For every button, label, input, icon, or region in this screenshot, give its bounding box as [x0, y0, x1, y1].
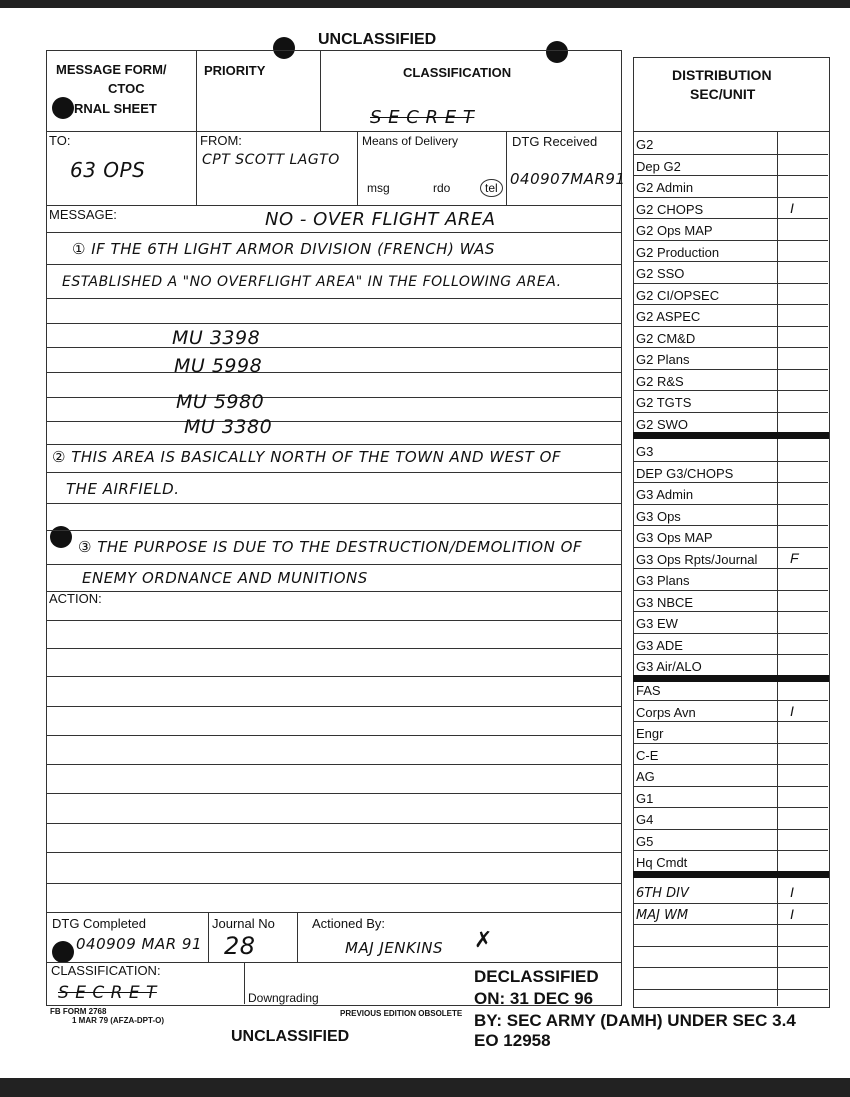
to-value: 63 OPS [70, 158, 146, 182]
distribution-row [633, 133, 828, 155]
distribution-row [633, 722, 828, 744]
distribution-label: AG [636, 769, 655, 784]
distribution-label: G3 Plans [636, 573, 690, 588]
message-line: ESTABLISHED A "NO OVERFLIGHT AREA" IN THE FOLLOWING AREA. [62, 274, 562, 290]
distribution-label: G2 Ops MAP [636, 223, 713, 238]
message-line: MU 3398 [172, 327, 261, 349]
distribution-label: G2 CI/OPSEC [636, 287, 720, 303]
form-title-1: MESSAGE FORM/ [56, 62, 167, 77]
distribution-row [633, 391, 828, 413]
declassified-stamp-4: EO 12958 [474, 1031, 551, 1050]
distribution-row [633, 830, 828, 852]
unclassified-bottom: UNCLASSIFIED [231, 1028, 350, 1045]
distribution-label: G2 Production [636, 244, 720, 260]
dtg-received-label: DTG Received [512, 134, 598, 149]
distribution-label: C-E [636, 747, 659, 763]
message-line: MU 5980 [176, 391, 265, 413]
distribution-label: Corps Avn [636, 704, 696, 720]
distribution-row [633, 155, 828, 177]
distribution-label: G3 Ops [636, 508, 681, 524]
means-tel: tel [480, 179, 503, 197]
distribution-row [633, 925, 828, 947]
footer-form-date: 1 MAR 79 (AFZA-DPT-O) [72, 1016, 164, 1025]
distribution-row [633, 569, 828, 591]
distribution-label: G3 Air/ALO [636, 659, 702, 674]
distribution-label: G2 CM&D [636, 330, 696, 346]
dtg-received-value: 040907MAR91 [510, 170, 626, 188]
footer-previous-edition: PREVIOUS EDITION OBSOLETE [340, 1009, 463, 1018]
form-title-3: RNAL SHEET [74, 101, 157, 116]
distribution-label: G3 Admin [636, 487, 694, 502]
distribution-row [633, 176, 828, 198]
distribution-separator [633, 871, 829, 878]
bottom-scan-edge [0, 1078, 850, 1097]
distribution-label: G2 CHOPS [636, 201, 704, 217]
footer-form-number: FB FORM 2768 [50, 1007, 107, 1016]
distribution-label: DEP G3/CHOPS [636, 465, 734, 481]
to-label: TO: [49, 133, 71, 148]
distribution-label: Dep G2 [636, 158, 681, 174]
distribution-row [633, 262, 828, 284]
message-line: ENEMY ORDNANCE AND MUNITIONS [82, 569, 368, 587]
journal-value: 28 [224, 932, 256, 960]
actioned-value: MAJ JENKINS [345, 939, 444, 957]
distribution-label: MAJ WM [636, 907, 689, 923]
classification-bottom-value: S E C R E T [58, 983, 157, 1003]
distribution-row [633, 851, 828, 873]
distribution-row [633, 787, 828, 809]
distribution-mark: I [790, 702, 794, 719]
dtg-completed-label: DTG Completed [52, 916, 146, 931]
distribution-row [633, 327, 828, 349]
message-label: MESSAGE: [49, 207, 117, 222]
distribution-row [633, 701, 828, 723]
means-label: Means of Delivery [362, 134, 459, 148]
distribution-row [633, 370, 828, 392]
distribution-row [633, 198, 828, 220]
distribution-row [633, 968, 828, 990]
distribution-row [633, 679, 828, 701]
classification-label: CLASSIFICATION [403, 65, 512, 80]
message-line: THE AIRFIELD. [66, 480, 180, 498]
distribution-row [633, 655, 828, 677]
distribution-label: G2 ASPEC [636, 309, 701, 324]
distribution-label: G1 [636, 790, 654, 806]
journal-label: Journal No [212, 916, 275, 931]
message-line: ③ THE PURPOSE IS DUE TO THE DESTRUCTION/DEMOLITION OF [78, 538, 583, 556]
declassified-stamp-1: DECLASSIFIED [474, 967, 599, 986]
message-line: MU 5998 [174, 355, 263, 377]
distribution-row [633, 483, 828, 505]
means-rdo: rdo [433, 181, 451, 195]
distribution-label: G3 Ops Rpts/Journal [636, 551, 758, 567]
distribution-row [633, 904, 828, 926]
classification-bottom-label: CLASSIFICATION: [51, 963, 161, 978]
declassified-stamp-2: ON: 31 DEC 96 [474, 989, 594, 1008]
distribution-row [633, 882, 828, 904]
distribution-row [633, 241, 828, 263]
distribution-label: G2 R&S [636, 373, 684, 389]
dtg-completed-value: 040909 MAR 91 [76, 935, 203, 953]
distribution-label: Engr [636, 726, 664, 741]
distribution-label: 6TH DIV [636, 886, 689, 901]
distribution-row [633, 612, 828, 634]
unclassified-top: UNCLASSIFIED [318, 31, 437, 48]
means-msg: msg [367, 181, 390, 195]
distribution-label: Hq Cmdt [636, 855, 688, 870]
distribution-row [633, 591, 828, 613]
message-line: ② THIS AREA IS BASICALLY NORTH OF THE TOWN AND WEST OF [52, 448, 562, 466]
distribution-label: G2 SSO [636, 266, 685, 281]
distribution-label: G5 [636, 833, 654, 849]
form-title-2: CTOC [108, 81, 145, 96]
distribution-label: G3 NBCE [636, 594, 694, 610]
distribution-mark: I [790, 905, 794, 922]
classification-value: S E C R E T [370, 107, 475, 128]
initials-signature-icon: ✗ [474, 927, 493, 952]
distribution-row [633, 284, 828, 306]
distribution-row [633, 808, 828, 830]
distribution-label: G2 Admin [636, 180, 694, 195]
distribution-row [633, 440, 828, 462]
distribution-label: G3 [636, 444, 654, 459]
message-subject: NO - OVER FLIGHT AREA [265, 209, 496, 230]
distribution-label: G3 EW [636, 616, 678, 631]
distribution-row [633, 947, 828, 969]
declassified-stamp-3: BY: SEC ARMY (DAMH) UNDER SEC 3.4 [474, 1011, 796, 1030]
distribution-label: FAS [636, 683, 661, 698]
distribution-row [633, 744, 828, 766]
top-scan-edge [0, 0, 850, 8]
from-value: CPT SCOTT LAGTO [202, 152, 340, 168]
distribution-row [633, 765, 828, 787]
distribution-label: G2 [636, 137, 654, 152]
distribution-mark: I [790, 884, 794, 900]
distribution-label: G2 TGTS [636, 395, 692, 410]
distribution-row [633, 305, 828, 327]
distribution-row [633, 462, 828, 484]
distribution-separator [633, 432, 829, 439]
priority-label: PRIORITY [204, 63, 266, 78]
distribution-row [633, 219, 828, 241]
message-line: MU 3380 [184, 416, 273, 438]
distribution-label: G3 ADE [636, 637, 683, 653]
distribution-label: G2 Plans [636, 352, 690, 367]
message-line: ① IF THE 6TH LIGHT ARMOR DIVISION (FRENCH) WAS [72, 240, 495, 258]
from-label: FROM: [200, 133, 242, 148]
distribution-row [633, 526, 828, 548]
distribution-label: G2 SWO [636, 416, 689, 432]
distribution-row [633, 634, 828, 656]
distribution-row [633, 505, 828, 527]
action-label: ACTION: [49, 591, 102, 606]
distribution-label: G4 [636, 812, 654, 827]
distribution-mark: F [790, 549, 799, 566]
distribution-row [633, 348, 828, 370]
distribution-row [633, 413, 828, 435]
distribution-label: G3 Ops MAP [636, 530, 713, 545]
downgrading-label: Downgrading [248, 991, 319, 1005]
message-form-box [46, 50, 622, 1006]
distribution-title-1: DISTRIBUTION [672, 67, 772, 83]
distribution-title-2: SEC/UNIT [690, 86, 756, 102]
actioned-label: Actioned By: [312, 916, 385, 931]
distribution-mark: I [790, 199, 794, 216]
